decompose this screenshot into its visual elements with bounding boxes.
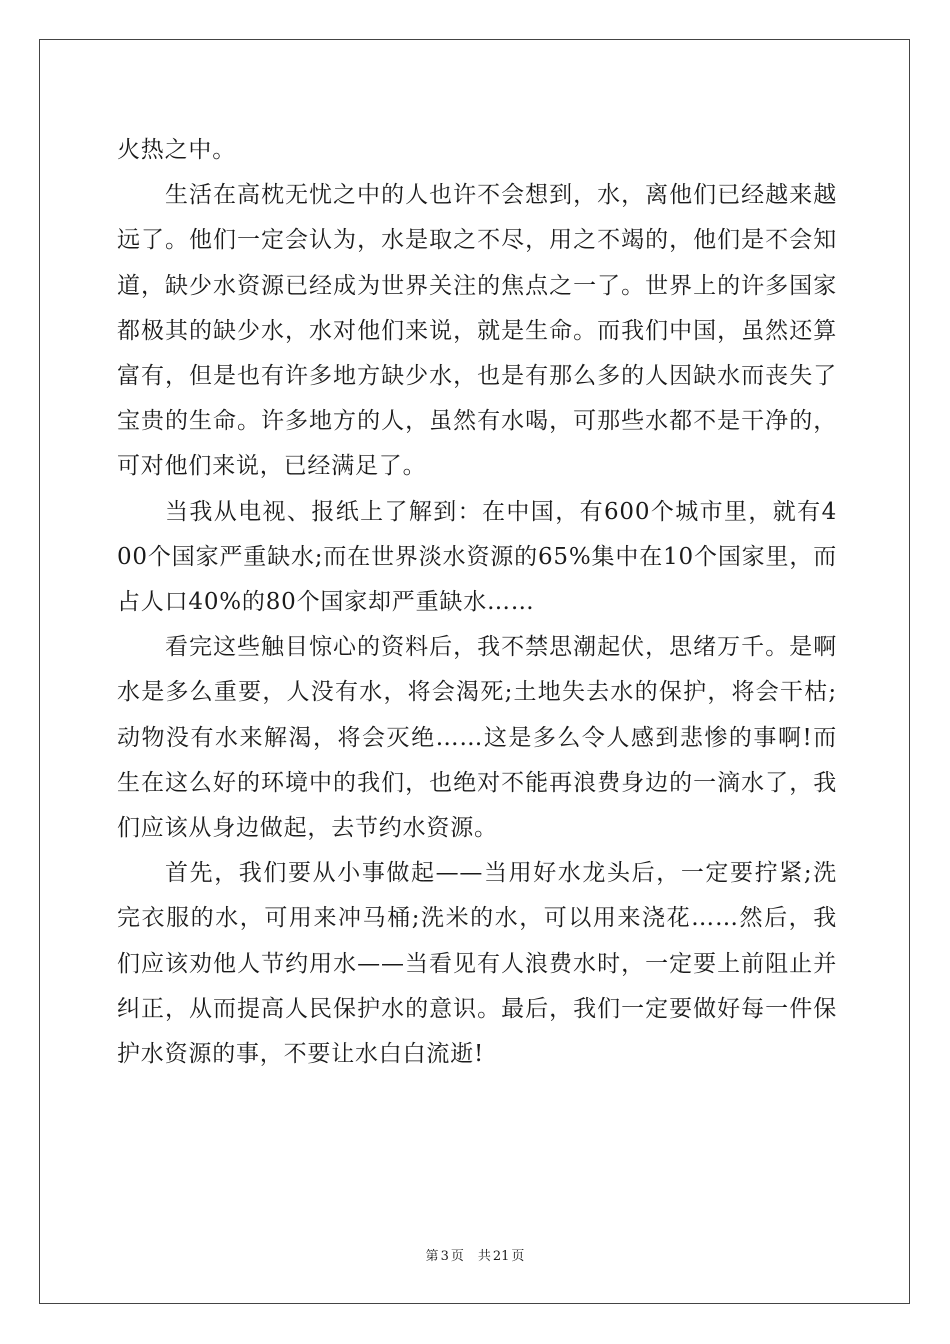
paragraph-2: 生活在高枕无忧之中的人也许不会想到，水，离他们已经越来越远了。他们一定会认为，水是取之不尽，用之不竭的，他们是不会知道，缺少水资源已经成为世界关注的焦点之一了。世界上的许多国家都极其的缺少水，水对他们来说，就是生命。而我们中国，虽然还算富有，但是也有许多地方缺少水，也是有那么多的人因缺水而丧失了宝贵的生命。许多地方的人，虽然有水喝，可那些水都不是干净的，可对他们来说，已经满足了。: [117, 182, 837, 480]
page-current: 3: [440, 1249, 449, 1264]
page-total-count: 21: [492, 1249, 510, 1264]
document-body: [117, 128, 837, 1077]
page-prefix: 第: [425, 1249, 439, 1264]
page-suffix: 页: [450, 1249, 464, 1264]
total-prefix: 共: [477, 1249, 491, 1264]
total-suffix: 页: [511, 1249, 525, 1264]
paragraph-1: 火热之中。: [117, 137, 236, 163]
page-footer: [0, 1249, 950, 1265]
page-number: [426, 1249, 464, 1264]
paragraph-5: 首先，我们要从小事做起——当用好水龙头后，一定要拧紧;洗完衣服的水，可用来冲马桶;洗米的水，可以用来浇花……然后，我们应该劝他人节约用水——当看见有人浪费水时，一定要上前阻止并纠正，从而提高人民保护水的意识。最后，我们一定要做好每一件保护水资源的事，不要让水白白流逝!: [117, 860, 837, 1068]
paragraph-4: 看完这些触目惊心的资料后，我不禁思潮起伏，思绪万千。是啊水是多么重要，人没有水，将会渴死;土地失去水的保护，将会干枯;动物没有水来解渴，将会灭绝……这是多么令人感到悲惨的事啊!而生在这么好的环境中的我们，也绝对不能再浪费身边的一滴水了，我们应该从身边做起，去节约水资源。: [117, 634, 837, 842]
page-total: [478, 1249, 525, 1264]
paragraph-3: 当我从电视、报纸上了解到：在中国，有600个城市里，就有400个国家严重缺水;而在世界淡水资源的65%集中在10个国家里，而占人口40%的80个国家却严重缺水……: [117, 498, 837, 616]
